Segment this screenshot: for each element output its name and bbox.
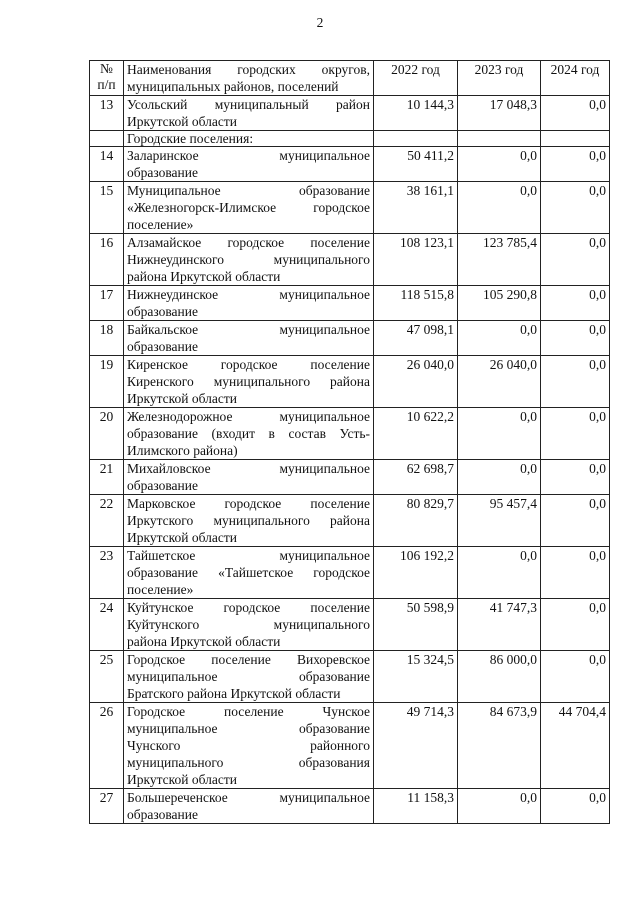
- municipality-name: [124, 182, 374, 234]
- row-number: 14: [90, 147, 124, 182]
- municipality-name: [124, 495, 374, 547]
- value-2024: 0,0: [541, 96, 610, 131]
- table-row: [90, 703, 610, 789]
- value-2023: 0,0: [458, 547, 541, 599]
- value-2024: 44 704,4: [541, 703, 610, 789]
- value-2024: 0,0: [541, 789, 610, 824]
- row-number: 20: [90, 408, 124, 460]
- row-number: 13: [90, 96, 124, 131]
- header-year-2022: 2022 год: [374, 61, 458, 96]
- table-row: [90, 147, 610, 182]
- municipality-name: [124, 651, 374, 703]
- value-2024: 0,0: [541, 460, 610, 495]
- table-row: [90, 182, 610, 234]
- value-2024: 0,0: [541, 599, 610, 651]
- header-year-2023: 2023 год: [458, 61, 541, 96]
- municipality-name-line: «Железногорск-Илимское городское: [127, 200, 370, 215]
- row-number: 26: [90, 703, 124, 789]
- municipality-name-line: района Иркутской области: [127, 634, 281, 649]
- value-2023: 0,0: [458, 147, 541, 182]
- header-name-line: Наименования городских округов,: [127, 62, 370, 77]
- section-title: Городские поселения:: [124, 131, 374, 147]
- table-row: [90, 651, 610, 703]
- municipality-name-line: Иркутской области: [127, 772, 238, 787]
- municipality-name-line: Усольский муниципальный район: [127, 97, 370, 112]
- section-empty-cell: [458, 131, 541, 147]
- municipality-name-line: Куйтунское городское поселение: [127, 600, 370, 615]
- municipality-name: [124, 356, 374, 408]
- section-row: [90, 131, 610, 147]
- municipality-name-line: муниципальное образование: [127, 721, 370, 736]
- municipality-name: [124, 789, 374, 824]
- row-number: 25: [90, 651, 124, 703]
- value-2024: 0,0: [541, 408, 610, 460]
- value-2024: 0,0: [541, 547, 610, 599]
- table-row: [90, 96, 610, 131]
- row-number: 15: [90, 182, 124, 234]
- municipality-name-line: Байкальское муниципальное: [127, 322, 370, 337]
- municipality-name: [124, 234, 374, 286]
- value-2023: 0,0: [458, 408, 541, 460]
- row-number: 19: [90, 356, 124, 408]
- row-number: 17: [90, 286, 124, 321]
- municipality-name-line: Иркутской области: [127, 530, 238, 545]
- header-num-line: п/п: [97, 77, 116, 92]
- value-2022: 11 158,3: [374, 789, 458, 824]
- municipality-name-line: муниципального образования: [127, 755, 370, 770]
- section-num-cell: [90, 131, 124, 147]
- value-2022: 50 411,2: [374, 147, 458, 182]
- table-row: [90, 460, 610, 495]
- value-2023: 86 000,0: [458, 651, 541, 703]
- row-number: 21: [90, 460, 124, 495]
- municipality-name-line: Муниципальное образование: [127, 183, 370, 198]
- municipality-name-line: образование: [127, 339, 198, 354]
- value-2023: 95 457,4: [458, 495, 541, 547]
- municipality-name-line: образование: [127, 807, 198, 822]
- municipality-name-line: муниципальное образование: [127, 669, 370, 684]
- value-2023: 17 048,3: [458, 96, 541, 131]
- table-row: [90, 356, 610, 408]
- value-2023: 0,0: [458, 789, 541, 824]
- municipality-name-line: Илимского района): [127, 443, 238, 458]
- value-2024: 0,0: [541, 356, 610, 408]
- row-number: 22: [90, 495, 124, 547]
- value-2023: 123 785,4: [458, 234, 541, 286]
- municipality-name: [124, 321, 374, 356]
- municipality-name-line: образование (входит в состав Усть-: [127, 426, 370, 441]
- value-2023: 0,0: [458, 321, 541, 356]
- municipality-name-line: Чунского районного: [127, 738, 370, 753]
- municipality-name: [124, 703, 374, 789]
- municipality-name-line: Братского района Иркутской области: [127, 686, 341, 701]
- value-2024: 0,0: [541, 495, 610, 547]
- municipality-name-line: Иркутской области: [127, 391, 238, 406]
- value-2024: 0,0: [541, 286, 610, 321]
- municipality-name-line: Нижнеудинское муниципальное: [127, 287, 370, 302]
- municipality-name: [124, 599, 374, 651]
- municipality-name-line: Иркутской области: [127, 114, 238, 129]
- value-2023: 0,0: [458, 460, 541, 495]
- value-2024: 0,0: [541, 651, 610, 703]
- table-row: [90, 599, 610, 651]
- municipality-name-line: Киренского муниципального района: [127, 374, 370, 389]
- municipality-name: [124, 460, 374, 495]
- row-number: 27: [90, 789, 124, 824]
- table-row: [90, 286, 610, 321]
- value-2022: 50 598,9: [374, 599, 458, 651]
- section-empty-cell: [374, 131, 458, 147]
- value-2024: 0,0: [541, 147, 610, 182]
- row-number: 18: [90, 321, 124, 356]
- municipality-name-line: Тайшетское муниципальное: [127, 548, 370, 563]
- table-header-row: [90, 61, 610, 96]
- value-2022: 49 714,3: [374, 703, 458, 789]
- value-2022: 80 829,7: [374, 495, 458, 547]
- table-row: [90, 789, 610, 824]
- value-2022: 118 515,8: [374, 286, 458, 321]
- value-2022: 10 622,2: [374, 408, 458, 460]
- municipality-name-line: Марковское городское поселение: [127, 496, 370, 511]
- municipality-name-line: Большереченское муниципальное: [127, 790, 370, 805]
- table-body: [90, 96, 610, 824]
- table-row: [90, 321, 610, 356]
- value-2023: 0,0: [458, 182, 541, 234]
- municipality-name: [124, 147, 374, 182]
- municipality-name: [124, 96, 374, 131]
- value-2024: 0,0: [541, 321, 610, 356]
- header-num: [90, 61, 124, 96]
- municipality-name-line: образование: [127, 478, 198, 493]
- municipality-name: [124, 408, 374, 460]
- municipality-name-line: поселение»: [127, 582, 194, 597]
- value-2023: 84 673,9: [458, 703, 541, 789]
- header-year-2024: 2024 год: [541, 61, 610, 96]
- value-2022: 62 698,7: [374, 460, 458, 495]
- value-2023: 26 040,0: [458, 356, 541, 408]
- municipality-name-line: Городское поселение Чунское: [127, 704, 370, 719]
- municipality-name-line: Михайловское муниципальное: [127, 461, 370, 476]
- row-number: 23: [90, 547, 124, 599]
- municipality-name-line: Алзамайское городское поселение: [127, 235, 370, 250]
- table-row: [90, 547, 610, 599]
- value-2024: 0,0: [541, 182, 610, 234]
- municipality-name-line: образование: [127, 165, 198, 180]
- row-number: 24: [90, 599, 124, 651]
- value-2022: 10 144,3: [374, 96, 458, 131]
- section-empty-cell: [541, 131, 610, 147]
- value-2023: 105 290,8: [458, 286, 541, 321]
- municipality-name-line: Нижнеудинского муниципального: [127, 252, 370, 267]
- value-2024: 0,0: [541, 234, 610, 286]
- value-2022: 38 161,1: [374, 182, 458, 234]
- row-number: 16: [90, 234, 124, 286]
- header-name: [124, 61, 374, 96]
- municipality-name-line: Железнодорожное муниципальное: [127, 409, 370, 424]
- municipality-name: [124, 547, 374, 599]
- value-2022: 26 040,0: [374, 356, 458, 408]
- municipality-name: [124, 286, 374, 321]
- header-num-line: №: [100, 61, 113, 76]
- municipality-name-line: образование: [127, 304, 198, 319]
- header-name-line: муниципальных районов, поселений: [127, 79, 339, 94]
- table-row: [90, 495, 610, 547]
- table-row: [90, 234, 610, 286]
- value-2023: 41 747,3: [458, 599, 541, 651]
- value-2022: 15 324,5: [374, 651, 458, 703]
- municipality-name-line: поселение»: [127, 217, 194, 232]
- value-2022: 108 123,1: [374, 234, 458, 286]
- budget-table: [89, 60, 610, 824]
- municipality-name-line: Куйтунского муниципального: [127, 617, 370, 632]
- municipality-name-line: Городское поселение Вихоревское: [127, 652, 370, 667]
- value-2022: 47 098,1: [374, 321, 458, 356]
- municipality-name-line: района Иркутской области: [127, 269, 281, 284]
- municipality-name-line: Заларинское муниципальное: [127, 148, 370, 163]
- table-row: [90, 408, 610, 460]
- municipality-name-line: Иркутского муниципального района: [127, 513, 370, 528]
- value-2022: 106 192,2: [374, 547, 458, 599]
- municipality-name-line: Киренское городское поселение: [127, 357, 370, 372]
- page-number: 2: [316, 15, 324, 30]
- municipality-name-line: образование «Тайшетское городское: [127, 565, 370, 580]
